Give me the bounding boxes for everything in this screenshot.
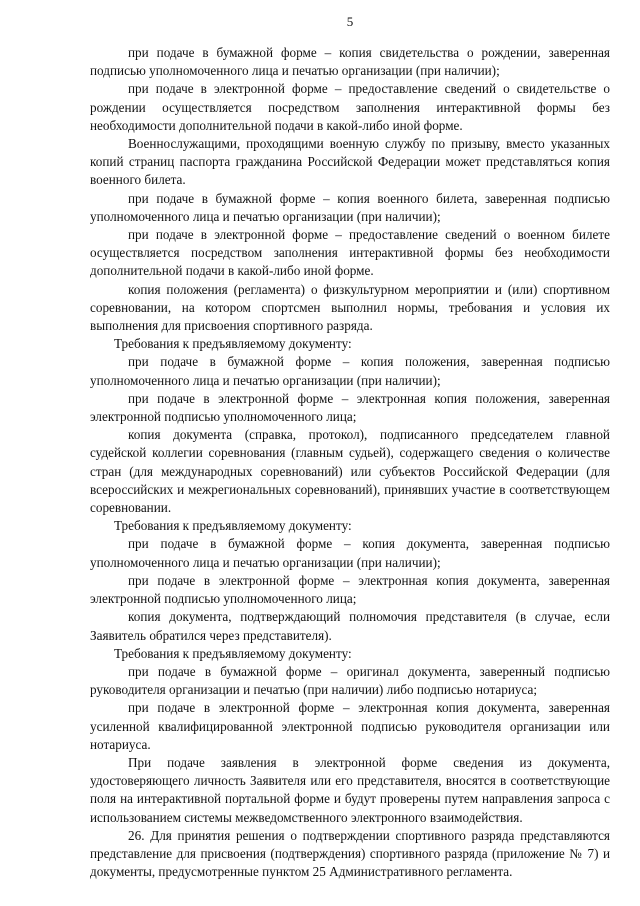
page-number: 5 bbox=[346, 14, 354, 29]
paragraph-requirements-heading: Требования к предъявляемому документу: bbox=[114, 518, 352, 534]
paragraph-regulation-paper: при подаче в бумажной форме – копия положения, заверенная подписью уполномоченного лица и печатью организации (при наличии); bbox=[90, 354, 610, 388]
paragraph-identity-electronic: При подаче заявления в электронной форме сведения из документа, удостоверяющего личность Заявителя или его представителя, вносятся в соответствующие поля на интерактивной портальной форме и будут проверены путем направления запроса с использованием системы межведомственного электронного взаимодействия. bbox=[90, 754, 610, 825]
paragraph-representative-copy: копия документа, подтверждающий полномочия представителя (в случае, если Заявитель обратился через представителя). bbox=[90, 609, 610, 643]
paragraph-requirements-heading: Требования к предъявляемому документу: bbox=[114, 336, 352, 352]
paragraph-birth-paper: при подаче в бумажной форме – копия свидетельства о рождении, заверенная подписью уполномоченного лица и печатью организации (при наличии); bbox=[90, 45, 610, 79]
paragraph-representative-electronic: при подаче в электронной форме – электронная копия документа, заверенная усиленной квалифицированной электронной подписью руководителя организации или нотариуса. bbox=[90, 700, 610, 752]
paragraph-regulation-electronic: при подаче в электронной форме – электронная копия положения, заверенная электронной подписью уполномоченного лица; bbox=[90, 390, 610, 425]
paragraph-representative-paper: при подаче в бумажной форме – оригинал документа, заверенный подписью руководителя организации и печатью (при наличии) либо подписью нотариуса; bbox=[90, 663, 610, 698]
paragraph-protocol-electronic: при подаче в электронной форме – электронная копия документа, заверенная электронной подписью уполномоченного лица; bbox=[90, 572, 610, 607]
paragraph-military-paper: при подаче в бумажной форме – копия военного билета, заверенная подписью уполномоченного лица и печатью организации (при наличии); bbox=[90, 190, 610, 224]
paragraph-regulation-copy: копия положения (регламента) о физкультурном мероприятии и (или) спортивном соревновании, на котором спортсмен выполнил нормы, требования и условия их выполнения для присвоения спортивного разряда. bbox=[90, 281, 610, 334]
document-body bbox=[90, 44, 610, 881]
paragraph-military-id: Военнослужащими, проходящими военную службу по призыву, вместо указанных копий страниц паспорта гражданина Российской Федерации может представляться копия военного билета. bbox=[90, 136, 610, 188]
paragraph-birth-electronic: при подаче в электронной форме – предоставление сведений о свидетельстве о рождении осуществляется посредством заполнения интерактивной формы без необходимости дополнительной подачи в какой-либо иной форме. bbox=[90, 81, 610, 133]
paragraph-requirements-heading: Требования к предъявляемому документу: bbox=[114, 645, 352, 661]
paragraph-military-electronic: при подаче в электронной форме – предоставление сведений о военном билете осуществляется посредством заполнения интерактивной формы без необходимости дополнительной подачи в какой-либо иной форме. bbox=[90, 227, 610, 279]
document-page bbox=[90, 0, 610, 906]
paragraph-protocol-copy: копия документа (справка, протокол), подписанного председателем главной судейской коллегии соревнования (главным судьей), содержащего сведения о количестве стран (для международных соревнований) или субъектов Российской Федерации (для всероссийских и межрегиональных соревнований), принявших участие в соответствующем соревновании. bbox=[90, 427, 610, 516]
paragraph-protocol-paper: при подаче в бумажной форме – копия документа, заверенная подписью уполномоченного лица и печатью организации (при наличии); bbox=[90, 536, 610, 570]
paragraph-clause-26: 26. Для принятия решения о подтверждении спортивного разряда представляются представление для присвоения (подтверждения) спортивного разряда (приложение № 7) и документы, предусмотренные пунктом 25 Административного регламента. bbox=[90, 827, 610, 880]
